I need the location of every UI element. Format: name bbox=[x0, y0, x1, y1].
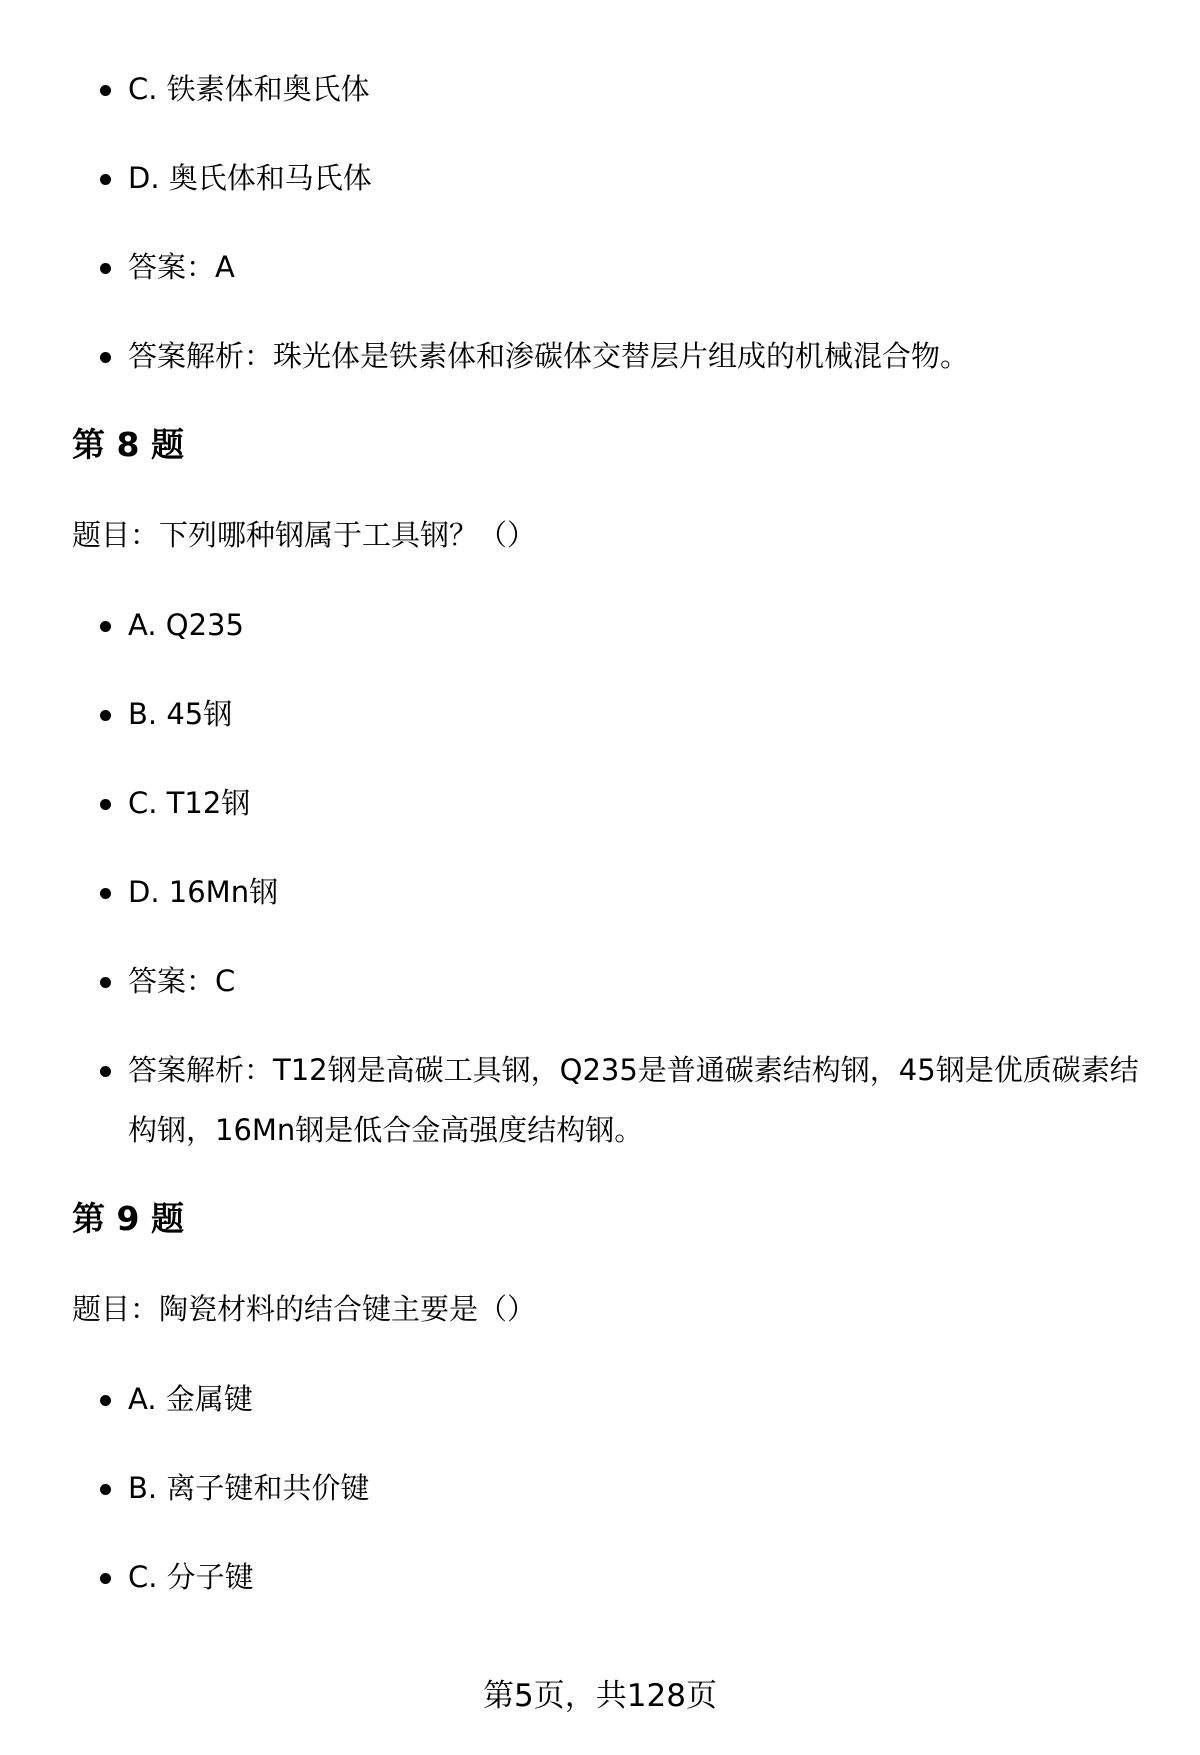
answer-text: 答案：A bbox=[128, 250, 235, 284]
list-item bbox=[72, 59, 1172, 119]
bullet-icon bbox=[100, 977, 111, 988]
option-text: D. 16Mn钢 bbox=[128, 875, 279, 909]
list-item bbox=[72, 773, 1172, 833]
option-text: D. 奥氏体和马氏体 bbox=[128, 161, 372, 195]
bullet-icon bbox=[100, 799, 111, 810]
question-heading: 第 8 题 bbox=[72, 425, 184, 464]
question-8-options bbox=[72, 595, 1172, 1160]
list-item bbox=[72, 862, 1172, 922]
option-text: C. 分子键 bbox=[128, 1560, 254, 1594]
list-item bbox=[72, 1547, 1172, 1607]
bullet-icon bbox=[100, 85, 111, 96]
list-item bbox=[72, 684, 1172, 744]
list-item bbox=[72, 1369, 1172, 1429]
bullet-icon bbox=[100, 621, 111, 632]
prev-question-options bbox=[72, 59, 1172, 386]
document-body bbox=[72, 0, 1172, 1636]
bullet-icon bbox=[100, 710, 111, 721]
list-item bbox=[72, 237, 1172, 297]
option-text: B. 离子键和共价键 bbox=[128, 1471, 370, 1505]
question-stem: 题目：下列哪种钢属于工具钢？（） bbox=[72, 518, 537, 552]
explanation-line: 答案解析：T12钢是高碳工具钢，Q235是普通碳素结构钢，45钢是优质碳素结 bbox=[128, 1053, 1139, 1087]
list-item bbox=[72, 1040, 1172, 1160]
bullet-icon bbox=[100, 1484, 111, 1495]
option-text: C. 铁素体和奥氏体 bbox=[128, 72, 370, 106]
list-item bbox=[72, 148, 1172, 208]
list-item bbox=[72, 951, 1172, 1011]
question-stem: 题目：陶瓷材料的结合键主要是（） bbox=[72, 1292, 537, 1326]
list-item bbox=[72, 1458, 1172, 1518]
explanation-text: 答案解析：珠光体是铁素体和渗碳体交替层片组成的机械混合物。 bbox=[128, 339, 970, 373]
option-text: A. Q235 bbox=[128, 608, 244, 642]
bullet-icon bbox=[100, 174, 111, 185]
bullet-icon bbox=[100, 1066, 111, 1077]
bullet-icon bbox=[100, 263, 111, 274]
page-number-footer: 第5页，共128页 bbox=[483, 1678, 717, 1714]
option-text: B. 45钢 bbox=[128, 697, 233, 731]
bullet-icon bbox=[100, 352, 111, 363]
list-item bbox=[72, 595, 1172, 655]
question-9-options bbox=[72, 1369, 1172, 1607]
bullet-icon bbox=[100, 1395, 111, 1406]
explanation-line: 构钢，16Mn钢是低合金高强度结构钢。 bbox=[128, 1113, 644, 1147]
question-heading: 第 9 题 bbox=[72, 1199, 184, 1238]
option-text: A. 金属键 bbox=[128, 1382, 253, 1416]
option-text: C. T12钢 bbox=[128, 786, 251, 820]
list-item bbox=[72, 326, 1172, 386]
bullet-icon bbox=[100, 1573, 111, 1584]
answer-text: 答案：C bbox=[128, 964, 236, 998]
bullet-icon bbox=[100, 888, 111, 899]
